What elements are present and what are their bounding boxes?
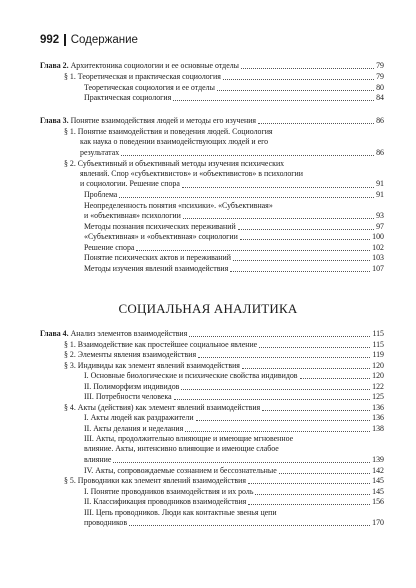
toc-entry[interactable] [84, 201, 384, 222]
toc-entry-title [84, 93, 171, 103]
toc-entry[interactable] [84, 83, 384, 93]
toc-page-number: 136 [372, 413, 384, 422]
toc-entry[interactable] [84, 232, 384, 242]
toc-page-number: 138 [372, 423, 384, 433]
dot-leader [242, 368, 370, 369]
dot-leader [182, 187, 374, 188]
dot-leader [240, 239, 370, 240]
toc-entry-row [84, 518, 384, 528]
toc-entry[interactable] [84, 382, 384, 392]
toc-entry[interactable] [84, 371, 384, 381]
toc-entry-line: Неопределенность понятия «психики». «Субъективная» [84, 200, 273, 210]
toc-entry-title [64, 361, 240, 371]
toc-entry-row [64, 72, 384, 82]
toc-page-number: 120 [372, 371, 384, 380]
toc-entry-text: проводников [84, 517, 128, 527]
toc-page-number: 115 [372, 339, 384, 349]
dot-leader [121, 155, 374, 156]
toc-entry-row [40, 329, 384, 339]
toc-entry[interactable] [84, 243, 384, 253]
toc-entry-title [84, 211, 181, 221]
toc-page-number: 145 [372, 476, 384, 485]
toc-page-number: 103 [372, 253, 384, 262]
dot-leader [258, 123, 374, 124]
toc-entry-row [84, 371, 384, 381]
toc-entry-row [84, 487, 384, 497]
dot-leader [255, 494, 370, 495]
dot-leader [173, 100, 374, 101]
toc-entry-text: II. Полиморфизм индивидов [84, 381, 180, 391]
toc-entry[interactable] [84, 487, 384, 497]
toc-entry[interactable] [64, 403, 384, 413]
dot-leader [248, 483, 370, 484]
page-number: 992 [40, 34, 60, 46]
toc-entry-row [84, 211, 384, 221]
toc-entry-row [84, 222, 384, 232]
toc-entry-row [84, 466, 384, 476]
toc-entry-row [40, 116, 384, 126]
toc-entry-title [84, 497, 246, 507]
toc-entry-title [84, 466, 277, 476]
dot-leader [241, 68, 374, 69]
toc-entry-title [84, 518, 127, 528]
toc-page-number: 115 [372, 329, 384, 338]
toc-page-number: 86 [376, 116, 384, 125]
toc-entry-row [84, 424, 384, 434]
dot-leader [238, 229, 374, 230]
toc-entry[interactable] [40, 116, 384, 126]
toc-entry-text: Методы изучения явлений взаимодействия [84, 263, 229, 273]
toc-entry-text: Архитектоника социологии и ее основные отделы [70, 61, 239, 70]
toc-entry-text: Практическая социология [84, 93, 172, 102]
toc-entry-text: Понятие взаимодействия людей и методы его изучения [70, 116, 257, 125]
dot-leader [183, 218, 374, 219]
toc-entry-row [40, 61, 384, 71]
dot-leader [181, 389, 370, 390]
toc-entry-row [64, 350, 384, 360]
toc-entry[interactable] [84, 222, 384, 232]
toc-entry-title [84, 371, 298, 381]
dot-leader [113, 462, 370, 463]
toc-entry-row [64, 148, 384, 158]
toc-entry-title [84, 392, 172, 402]
dot-leader [259, 347, 370, 348]
toc-page-number: 91 [376, 190, 384, 199]
toc-entry-title [64, 72, 221, 82]
chapter-label: Глава 4. [40, 329, 69, 338]
dot-leader [279, 473, 370, 474]
toc-entry-text: Понятие психических актов и переживаний [84, 253, 231, 262]
toc-entry-title [40, 61, 239, 71]
toc-entry-text: IV. Акты, сопровождаемые сознанием и бессознательные [84, 465, 277, 475]
toc-entry[interactable] [84, 253, 384, 263]
toc-entry-row [64, 476, 384, 486]
toc-entry-line: явлений. Спор «субъективистов» и «объективистов» в психологии [80, 168, 303, 178]
toc-entry-row [84, 497, 384, 507]
toc-entry-text: Анализ элементов взаимодействия [70, 329, 188, 338]
dot-leader [223, 79, 374, 80]
toc-entry-text: I. Понятие проводников взаимодействия и их роль [84, 486, 254, 496]
toc-entry[interactable] [64, 350, 384, 360]
toc-entry-title [64, 340, 257, 350]
toc-entry-line: III. Акты, продолжительно влияющие и имеющие мгновенное [84, 434, 294, 443]
toc-entry[interactable] [84, 413, 384, 423]
toc-page-number: 91 [376, 179, 384, 189]
toc-entry[interactable] [64, 159, 384, 190]
toc-entry-row [84, 93, 384, 103]
toc-page-number: 122 [372, 381, 384, 391]
dot-leader [129, 525, 370, 526]
toc-entry-title [84, 243, 134, 253]
toc-page-number: 170 [372, 517, 384, 527]
toc-entry-title [84, 413, 194, 423]
toc-entry-text: влияние [84, 454, 112, 464]
toc-entry[interactable] [84, 424, 384, 434]
toc-entry-row [84, 232, 384, 242]
dot-leader [198, 357, 370, 358]
toc-entry-text: «Субъективная» и «объективная» социологии [84, 232, 238, 241]
toc-entry-row [64, 361, 384, 371]
toc-entry-text: III. Потребности человека [84, 392, 172, 401]
toc-entry-title [84, 83, 215, 93]
toc-entry-title [64, 350, 196, 360]
dot-leader [136, 250, 370, 251]
toc-entry-row [64, 403, 384, 413]
toc-entry-title [84, 222, 236, 232]
chapter-label: Глава 2. [40, 61, 69, 70]
toc-page-number: 100 [372, 232, 384, 241]
toc-entry-row [84, 382, 384, 392]
toc-entry-text: результатах [80, 147, 120, 157]
toc-entry-row [64, 179, 384, 189]
dot-leader [189, 336, 370, 337]
running-header [40, 32, 138, 48]
toc-entry-row [84, 392, 384, 402]
dot-leader [119, 197, 374, 198]
toc-entry[interactable] [64, 72, 384, 82]
toc-entry-line: § 1. Понятие взаимодействия и поведения людей. Социология [64, 127, 273, 136]
dot-leader [185, 431, 370, 432]
toc-entry-text: Проблема [84, 190, 118, 199]
toc-entry-text: § 1. Взаимодействие как простейшее социальное явление [64, 339, 258, 349]
toc-page-number: 97 [376, 221, 384, 231]
toc-entry[interactable] [64, 476, 384, 486]
toc-page-number: 156 [372, 497, 384, 506]
toc-entry-line: III. Цепь проводников. Люди как контактные звенья цепи [84, 507, 277, 517]
toc-entry[interactable] [40, 61, 384, 71]
toc-page-number: 139 [372, 454, 384, 464]
toc-page-number: 142 [372, 465, 384, 475]
toc-entry[interactable] [84, 434, 384, 465]
toc-page-number: 79 [376, 61, 384, 70]
toc-page-number: 145 [372, 486, 384, 496]
toc-entry-row [84, 264, 384, 274]
toc-entry[interactable] [84, 508, 384, 529]
toc-entry-title [40, 329, 187, 339]
toc-entry-row [84, 83, 384, 93]
toc-entry-text: Методы познания психических переживаний [84, 221, 236, 231]
toc-entry-row [64, 340, 384, 350]
toc-entry-text: и «объективная» психологии [84, 210, 181, 220]
toc-entry-title [64, 476, 246, 486]
toc-entry-row [84, 243, 384, 253]
toc-entry-title [84, 382, 179, 392]
toc-entry-title [64, 403, 260, 413]
running-title: Содержание [70, 34, 138, 46]
toc-entry-text: § 2. Элементы явления взаимодействия [64, 350, 197, 359]
dot-leader [196, 420, 371, 421]
dot-leader [174, 399, 371, 400]
toc-entry-text: II. Классификация проводников взаимодействия [84, 497, 247, 506]
toc-entry[interactable] [84, 466, 384, 476]
toc-entry[interactable] [84, 93, 384, 103]
dot-leader [217, 90, 374, 91]
toc-entry[interactable] [84, 190, 384, 200]
toc-entry[interactable] [84, 264, 384, 274]
toc-entry-title [84, 232, 238, 242]
toc-entry[interactable] [64, 340, 384, 350]
chapter-label: Глава 3. [40, 116, 69, 125]
toc-entry-row [84, 455, 384, 465]
dot-leader [248, 504, 370, 505]
toc-page-number: 86 [376, 147, 384, 157]
toc-entry-text: I. Акты людей как раздражители [84, 413, 194, 422]
toc-entry-text: II. Акты делания и неделания [84, 423, 184, 433]
toc-entry-text: Решение спора [84, 242, 135, 252]
toc-page-number: 80 [376, 82, 384, 92]
dot-leader [300, 378, 371, 379]
toc-entry-text: § 5. Проводники как элемент явлений взаимодействия [64, 476, 246, 485]
toc-entry-title [80, 148, 119, 158]
toc-page-number: 107 [372, 263, 384, 273]
toc-entry-line: § 2. Субъективный и объективный методы изучения психических [64, 158, 285, 168]
toc-page-number: 93 [376, 210, 384, 220]
toc-entry-text: § 3. Индивиды как элемент явлений взаимодействия [64, 360, 240, 370]
header-divider [64, 34, 66, 46]
toc-entry-title [40, 116, 256, 126]
toc-page-number: 102 [372, 242, 384, 252]
toc-entry[interactable] [64, 127, 384, 158]
toc-entry[interactable] [84, 497, 384, 507]
toc-page-number: 84 [376, 93, 384, 102]
dot-leader [230, 271, 370, 272]
toc-entry-title [84, 264, 228, 274]
toc-entry-text: и социологии. Решение спора [80, 179, 180, 189]
toc-entry-row [84, 253, 384, 263]
toc-entry-title [80, 179, 180, 189]
toc-entry[interactable] [84, 392, 384, 402]
toc-entry-text: I. Основные биологические и психические свойства индивидов [84, 371, 298, 380]
toc-entry-title [84, 190, 117, 200]
toc-entry-title [84, 455, 111, 465]
toc-entry-row [84, 190, 384, 200]
toc-entry-line: влияние. Акты, интенсивно влияющие и имеющие слабое [84, 444, 279, 454]
dot-leader [233, 260, 370, 261]
toc-entry-title [84, 487, 253, 497]
toc-entry-title [84, 253, 231, 263]
toc-entry-row [84, 413, 384, 423]
toc-entry-line: как наука о поведении взаимодействующих людей и его [80, 137, 269, 147]
section-title: СОЦИАЛЬНАЯ АНАЛИТИКА [118, 301, 298, 316]
toc-entry[interactable] [40, 329, 384, 339]
toc-page-number: 119 [372, 350, 384, 359]
toc-entry[interactable] [64, 361, 384, 371]
toc-page-number: 136 [372, 402, 384, 412]
toc-entry-title [84, 424, 183, 434]
toc-page-number: 79 [376, 72, 384, 81]
toc-page-number: 125 [372, 392, 384, 401]
toc-entry-text: § 1. Теоретическая и практическая социология [64, 72, 221, 81]
toc-page-number: 120 [372, 360, 384, 370]
toc-entry-text: § 4. Акты (действия) как элемент явлений взаимодействия [64, 402, 261, 412]
dot-leader [262, 410, 370, 411]
toc-entry-text: Теоретическая социология и ее отделы [84, 82, 215, 92]
